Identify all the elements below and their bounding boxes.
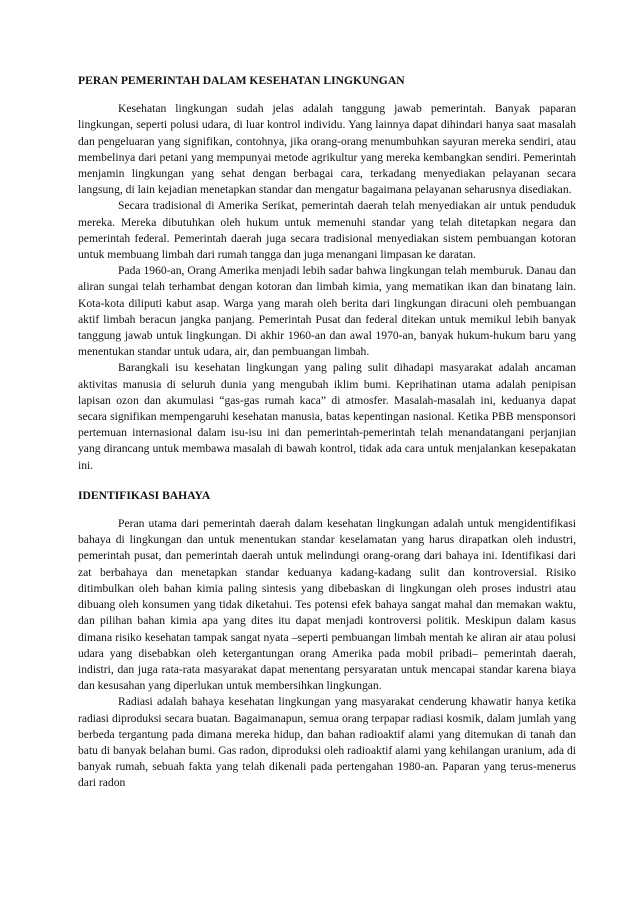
paragraph: Barangkali isu kesehatan lingkungan yang paling sulit dihadapi masyarakat adalah ancaman aktivitas manusia di seluruh dunia yang mengubah iklim bumi. Keprihatinan utama adalah penipisan lapisan ozon dan akumulasi “gas-gas rumah kaca” di atmosfer. Masalah-masalah ini, keduanya dapat secara signifikan mempengaruhi kesehatan manusia, batas kepentingan nasional. Ketika PBB mensponsori pertemuan internasional dalam isu-isu ini dan pemerintah-pemerintah telah menandatangani perjanjian yang dirancang untuk membawa masalah di bawah kontrol, tidak ada cara untuk menjalankan kesepakatan ini.: [78, 361, 576, 472]
paragraph: Peran utama dari pemerintah daerah dalam kesehatan lingkungan adalah untuk mengidentifikasi bahaya di lingkungan dan untuk menentukan standar keselamatan yang harus dirapatkan oleh industri, pemerintah pusat, dan pemerintah daerah untuk melindungi orang-orang dari bahaya ini. Identifikasi dari zat berbahaya dan menetapkan standar keduanya kadang-kadang sulit dan kontroversial. Risiko ditimbulkan oleh bahan kimia paling sintesis yang dibebaskan di lingkungan oleh proses industri atau dibuang oleh konsumen yang tidak diketahui. Tes potensi efek bahaya sangat mahal dan memakan waktu, dan pilihan bahan kimia apa yang dites itu dapat menjadi kontroversi politik. Meskipun dalam kasus dimana risiko kesehatan tampak sangat nyata –seperti pembuangan limbah mentah ke aliran air atau polusi udara yang disebabkan oleh ketergantungan orang Amerika pada mobil pribadi– pemerintah daerah, indistri, dan juga rata-rata masyarakat dapat menentang persyaratan untuk mencapai standar karena biaya dan kesusahan yang diperlukan untuk membersihkan lingkungan.: [78, 517, 576, 693]
paragraph: Kesehatan lingkungan sudah jelas adalah tanggung jawab pemerintah. Banyak paparan lingkungan, seperti polusi udara, di luar kontrol individu. Yang lainnya dapat dihindari hanya saat masalah dan pengeluaran yang signifikan, contohnya, jika orang-orang menumbuhkan sayuran mereka sendiri, atau membelinya dari petani yang mempunyai metode agrikultur yang mereka kembangkan sendiri. Pemerintah menjamin lingkungan yang sehat dengan berbagai cara, terkadang menyediakan pelayanan secara langsung, di lain kejadian menetapkan standar dan mengatur bagaimana pelayanan seharusnya disediakan.: [78, 102, 576, 197]
section-heading-peran: PERAN PEMERINTAH DALAM KESEHATAN LINGKUNGAN: [78, 74, 405, 87]
paragraph: Pada 1960-an, Orang Amerika menjadi lebih sadar bahwa lingkungan telah memburuk. Danau dan aliran sungai telah terhambat dengan kotoran dan limbah kimia, yang mematikan ikan dan binatang lain. Kota-kota diliputi kabut asap. Warga yang marah oleh berita dari lingkungan diracuni oleh pembuangan aktif limbah beracun jangka panjang. Pemerintah Pusat dan federal ditekan untuk memikul lebih banyak tanggung jawab untuk lingkungan. Di akhir 1960-an dan awal 1970-an, banyak hukum-hukum baru yang menentukan standar untuk udara, air, dan pembuangan limbah.: [78, 264, 576, 359]
paragraph: Secara tradisional di Amerika Serikat, pemerintah daerah telah menyediakan air untuk penduduk mereka. Mereka dibutuhkan oleh hukum untuk memenuhi standar yang telah ditetapkan negara dan pemerintah federal. Pemerintah daerah juga secara tradisional menyediakan sistem pembuangan kotoran untuk membuang limbah dari rumah tangga dan juga menangani limpasan ke daratan.: [78, 199, 576, 262]
paragraph: Radiasi adalah bahaya kesehatan lingkungan yang masyarakat cenderung khawatir hanya ketika radiasi diproduksi secara buatan. Bagaimanapun, semua orang terpapar radiasi kosmik, dalam jumlah yang berbeda tergantung pada dimana mereka hidup, dan bahan radioaktif alami yang ditemukan di tanah dan batu di banyak belahan bumi. Gas radon, diproduksi oleh radioaktif alami yang kehilangan uranium, ada di banyak rumah, sebuah fakta yang telah dikenali pada pertengahan 1980-an. Paparan yang terus-menerus dari radon: [78, 695, 576, 790]
section-heading-identifikasi: IDENTIFIKASI BAHAYA: [78, 488, 211, 502]
